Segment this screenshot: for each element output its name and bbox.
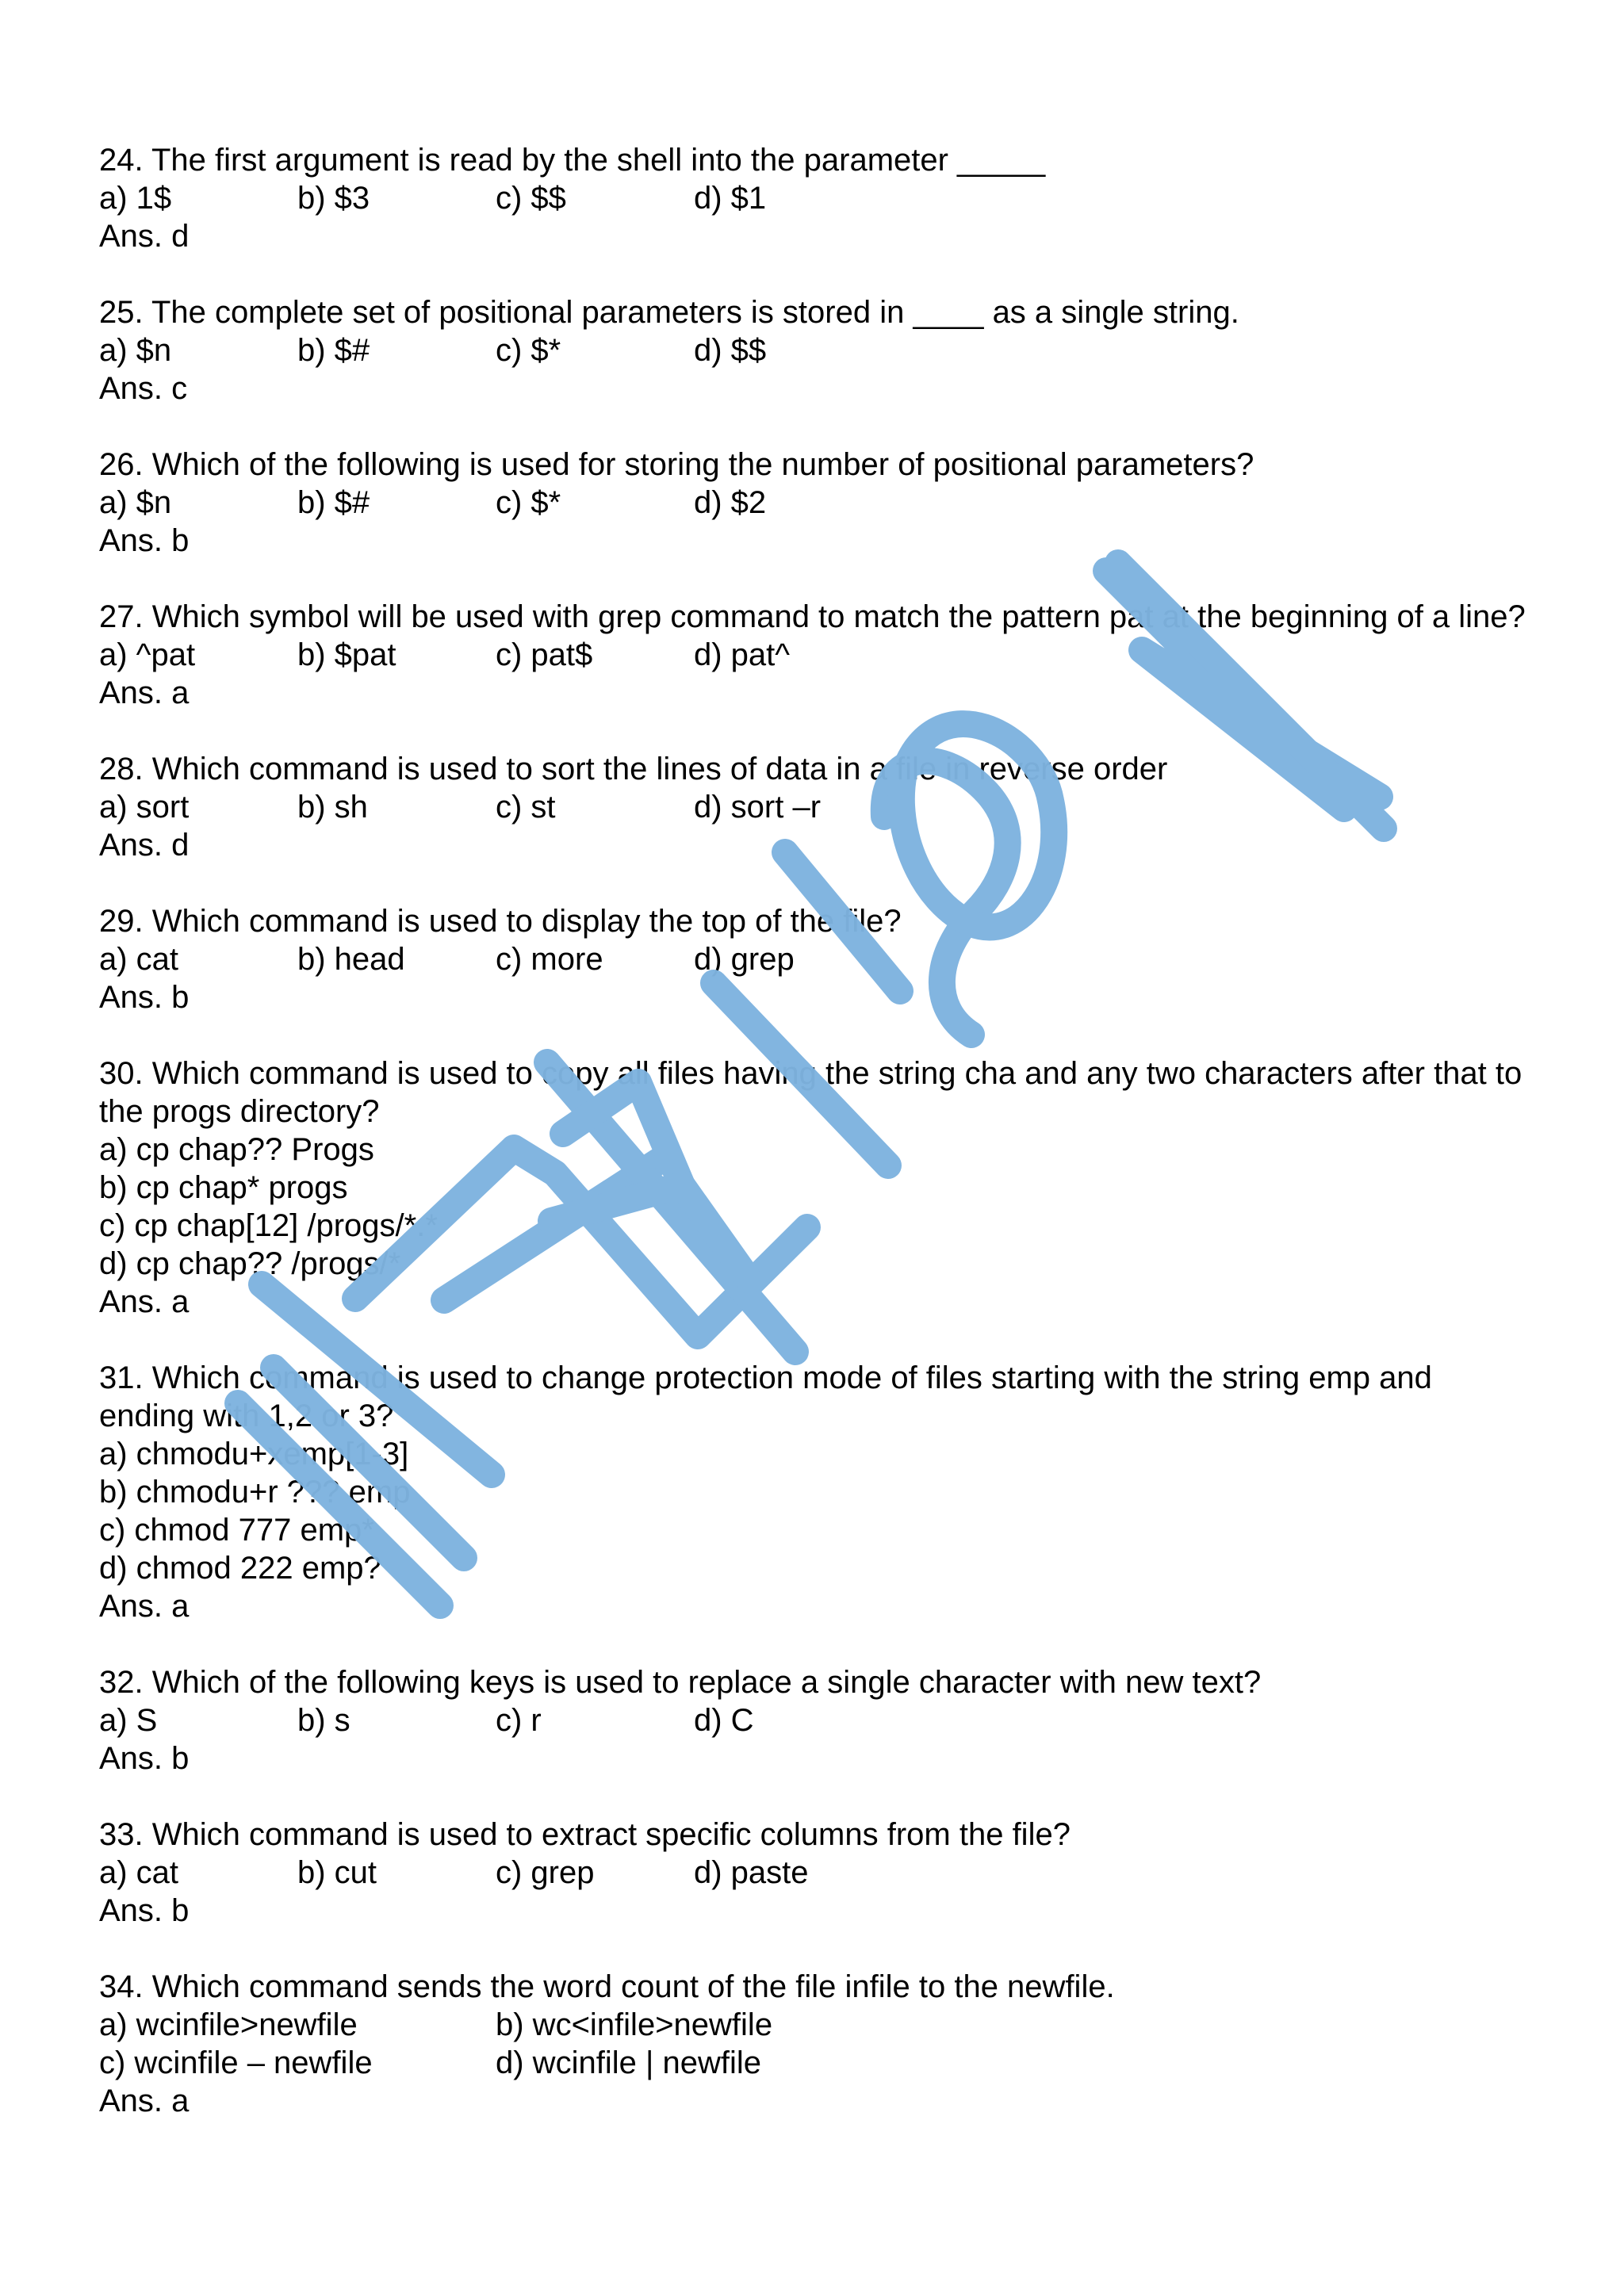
option-a: a) cat [99,1855,179,1890]
options-row [99,1701,1526,1739]
option-a: a) wcinfile>newfile [99,2007,358,2042]
answer: Ans. d [99,828,190,863]
question-34 [99,1968,1526,2120]
option-c: c) chmod 777 emp* [99,1513,374,1548]
options-row [99,1435,1526,1473]
question-27 [99,598,1526,712]
option-a: a) S [99,1703,158,1738]
question-31 [99,1359,1526,1625]
option-d: d) pat^ [694,637,791,672]
option-b: b) wc<infile>newfile [496,2007,773,2042]
question-text: 34. Which command sends the word count of the file infile to the newfile. [99,1969,1115,2004]
question-29 [99,902,1526,1016]
option-b: b) cp chap* progs [99,1170,348,1205]
option-a: a) $n [99,333,172,368]
question-text: 31. Which command is used to change protection mode of files starting with the string emp and ending with 1,2 or 3? [99,1360,1432,1433]
answer: Ans. a [99,1284,190,1319]
option-a: a) chmodu+xemp[1-3] [99,1437,409,1471]
option-c: c) more [496,942,603,977]
answer: Ans. b [99,980,190,1015]
option-c: c) r [496,1703,542,1738]
question-text: 30. Which command is used to copy all files having the string cha and any two characters after that to the progs directory? [99,1056,1522,1129]
option-b: b) cut [297,1855,377,1890]
answer: Ans. a [99,1589,190,1624]
option-a: a) cat [99,942,179,977]
option-b: b) sh [297,790,368,825]
option-c: c) cp chap[12] /progs/*.* [99,1208,438,1243]
option-d: d) cp chap?? /progs/* [99,1246,401,1281]
options-row [99,1854,1526,1892]
options-row [99,1511,1526,1549]
option-d: d) grep [694,942,795,977]
answer: Ans. c [99,371,188,406]
question-28 [99,750,1526,864]
options-row [99,636,1526,674]
options-row [99,1549,1526,1587]
question-list [99,141,1526,2158]
option-b: b) $# [297,485,370,520]
option-c: c) grep [496,1855,595,1890]
option-a: a) ^pat [99,637,196,672]
option-d: d) sort –r [694,790,822,825]
question-text: 29. Which command is used to display the top of the file? [99,904,902,939]
options-row [99,484,1526,522]
question-32 [99,1663,1526,1777]
question-30 [99,1054,1526,1321]
question-text: 32. Which of the following keys is used to replace a single character with new text? [99,1665,1262,1700]
option-b: b) s [297,1703,350,1738]
option-b: b) chmodu+r ??? emp [99,1475,411,1510]
option-d: d) C [694,1703,754,1738]
question-text: 24. The first argument is read by the shell into the parameter _____ [99,143,1046,178]
answer: Ans. b [99,1741,190,1776]
options-row [99,1131,1526,1169]
answer: Ans. a [99,2084,190,2118]
options-row [99,788,1526,826]
answer: Ans. b [99,1893,190,1928]
option-a: a) $n [99,485,172,520]
options-row [99,2006,1526,2044]
option-c: c) $$ [496,181,566,216]
options-row [99,2044,1526,2082]
option-d: d) $2 [694,485,767,520]
question-text: 28. Which command is used to sort the lines of data in a file in reverse order [99,752,1168,786]
option-b: b) $pat [297,637,396,672]
option-c: c) st [496,790,556,825]
option-b: b) $# [297,333,370,368]
option-a: a) 1$ [99,181,172,216]
option-d: d) paste [694,1855,809,1890]
options-row [99,331,1526,369]
option-b: b) head [297,942,405,977]
option-a: a) sort [99,790,190,825]
options-row [99,1169,1526,1207]
question-25 [99,293,1526,408]
question-text: 26. Which of the following is used for storing the number of positional parameters? [99,447,1254,482]
option-d: d) wcinfile | newfile [496,2045,761,2080]
options-row [99,1207,1526,1245]
option-b: b) $3 [297,181,370,216]
options-row [99,940,1526,978]
question-33 [99,1816,1526,1930]
answer: Ans. a [99,675,190,710]
option-d: d) chmod 222 emp? [99,1551,381,1586]
option-c: c) pat$ [496,637,593,672]
options-row [99,1473,1526,1511]
answer: Ans. d [99,219,190,254]
option-c: c) wcinfile – newfile [99,2045,373,2080]
option-c: c) $* [496,333,561,368]
question-26 [99,446,1526,560]
option-d: d) $$ [694,333,767,368]
question-24 [99,141,1526,255]
option-c: c) $* [496,485,561,520]
question-text: 25. The complete set of positional parameters is stored in ____ as a single string. [99,295,1239,330]
question-text: 33. Which command is used to extract specific columns from the file? [99,1817,1071,1852]
option-d: d) $1 [694,181,767,216]
answer: Ans. b [99,523,190,558]
question-text: 27. Which symbol will be used with grep command to match the pattern pat at the beginning of a line? [99,599,1526,634]
options-row [99,1245,1526,1283]
options-row [99,179,1526,217]
option-a: a) cp chap?? Progs [99,1132,374,1167]
